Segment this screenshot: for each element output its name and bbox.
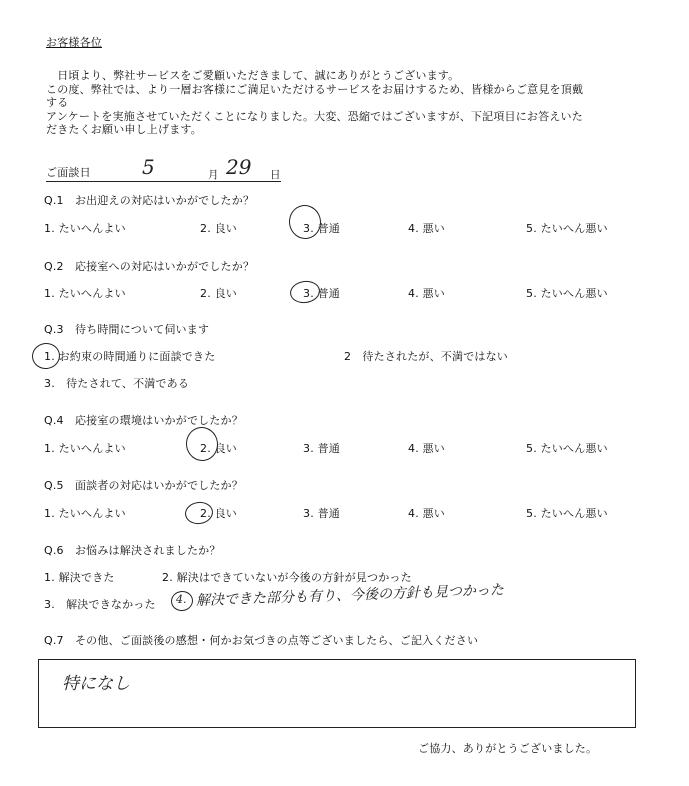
- q2-option-4[interactable]: 4. 悪い: [408, 287, 445, 300]
- q3-selected-circle: [30, 341, 61, 371]
- q4-option-5[interactable]: 5. たいへん悪い: [526, 442, 608, 455]
- q5-option-1[interactable]: 1. たいへんよい: [44, 507, 126, 520]
- intro-line-5: だきたくお願い申し上げます。: [46, 123, 202, 136]
- date-label: ご面談日: [46, 166, 91, 179]
- q1-option-3[interactable]: 3. 普通: [303, 222, 340, 235]
- date-month-handwritten: 5: [142, 155, 155, 179]
- q4-option-4[interactable]: 4. 悪い: [408, 442, 445, 455]
- q2-option-5[interactable]: 5. たいへん悪い: [526, 287, 608, 300]
- q2-option-2[interactable]: 2. 良い: [200, 287, 237, 300]
- q3-option-3[interactable]: 3. 待たされて、不満である: [44, 377, 190, 390]
- q3-text: Q.3 待ち時間について伺います: [44, 323, 210, 336]
- q3-option-2[interactable]: 2 待たされたが、不満ではない: [344, 350, 508, 363]
- q2-text: Q.2 応接室への対応はいかがでしたか？: [44, 260, 255, 273]
- q4-selected-circle: [184, 425, 220, 463]
- q6-text: Q.6 お悩みは解決されましたか？: [44, 544, 221, 557]
- q1-option-2[interactable]: 2. 良い: [200, 222, 237, 235]
- q6-handwritten-answer: 解決できた部分も有り、今後の方針も見つかった: [195, 582, 505, 609]
- q5-selected-circle: [184, 500, 215, 526]
- q5-option-2[interactable]: 2. 良い: [200, 507, 237, 520]
- q5-option-5[interactable]: 5. たいへん悪い: [526, 507, 608, 520]
- q5-option-4[interactable]: 4. 悪い: [408, 507, 445, 520]
- greeting-title: お客様各位: [46, 36, 102, 49]
- intro-line-4: アンケートを実施させていただくことになりました。大変、恐縮ではございますが、下記項目にお答えいた: [46, 110, 583, 123]
- q1-option-4[interactable]: 4. 悪い: [408, 222, 445, 235]
- intro-line-3: する: [46, 96, 69, 109]
- date-day-unit: 日: [270, 169, 281, 181]
- date-month-unit: 月: [208, 169, 219, 181]
- q3-option-1[interactable]: 1. お約束の時間通りに面談できた: [44, 350, 216, 363]
- q2-option-3[interactable]: 3. 普通: [303, 287, 340, 300]
- q4-option-3[interactable]: 3. 普通: [303, 442, 340, 455]
- date-day-handwritten: 29: [226, 155, 252, 179]
- q6-option-2[interactable]: 2. 解決はできていないが今後の方針が見つかった: [162, 571, 412, 584]
- closing-text: ご協力、ありがとうございました。: [418, 742, 598, 755]
- q4-option-2[interactable]: 2. 良い: [200, 442, 237, 455]
- comment-handwritten: 特になし: [62, 674, 130, 694]
- q6-option-3[interactable]: 3. 解決できなかった: [44, 598, 156, 611]
- q1-option-5[interactable]: 5. たいへん悪い: [526, 222, 608, 235]
- intro-line-2: この度、弊社では、より一層お客様にご満足いただけるサービスをお届けするため、皆様からご意見を頂戴: [46, 83, 584, 96]
- q5-option-3[interactable]: 3. 普通: [303, 507, 340, 520]
- q1-option-1[interactable]: 1. たいへんよい: [44, 222, 126, 235]
- q4-option-1[interactable]: 1. たいへんよい: [44, 442, 126, 455]
- q2-selected-circle: [289, 279, 322, 305]
- q1-text: Q.1 お出迎えの対応はいかがでしたか？: [44, 194, 255, 207]
- q6-handwritten-number: 4.: [176, 593, 187, 606]
- q6-selected-circle: [170, 590, 195, 613]
- date-underline: [46, 181, 281, 182]
- q6-option-1[interactable]: 1. 解決できた: [44, 571, 115, 584]
- q4-text: Q.4 応接室の環境はいかがでしたか？: [44, 414, 243, 427]
- q5-text: Q.5 面談者の対応はいかがでしたか？: [44, 479, 243, 492]
- q7-text: Q.7 その他、ご面談後の感想・何かお気づきの点等ございましたら、ご記入ください: [44, 634, 479, 647]
- intro-line-1: 日頃より、弊社サービスをご愛顧いただきまして、誠にありがとうございます。: [46, 69, 460, 82]
- q2-option-1[interactable]: 1. たいへんよい: [44, 287, 126, 300]
